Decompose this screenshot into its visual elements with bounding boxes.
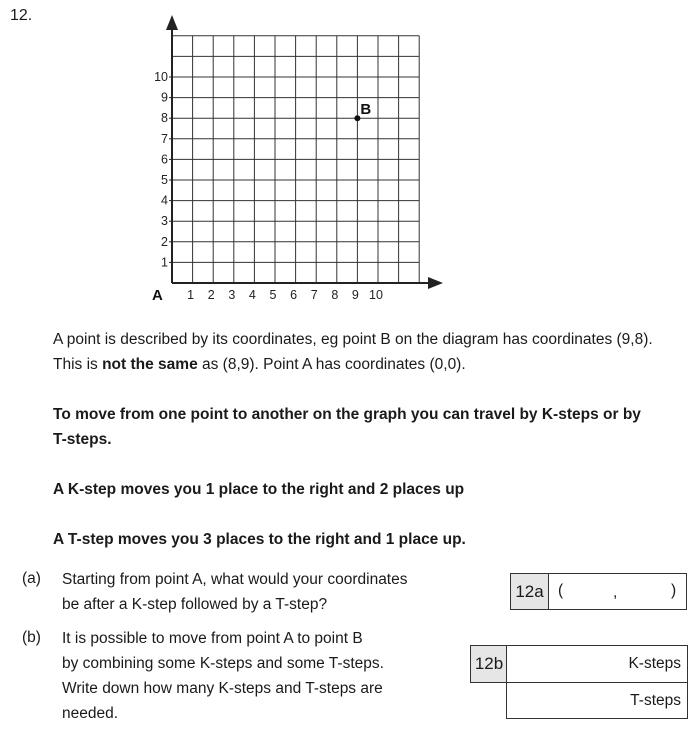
- x-tick-label: 3: [228, 288, 236, 302]
- box-tag-12b: 12b: [470, 645, 507, 683]
- t-steps-label: T-steps: [630, 692, 681, 709]
- y-tick-label: 7: [161, 131, 168, 146]
- part-a-line-1: Starting from point A, what would your coordinates: [62, 571, 408, 588]
- y-tick-label: 2: [161, 234, 168, 249]
- intro-line-2: This is not the same as (8,9). Point A has coordinates (0,0).: [53, 356, 466, 373]
- part-b-line-3: Write down how many K-steps and T-steps are: [62, 680, 383, 697]
- y-tick-label: 4: [161, 193, 168, 208]
- x-tick-label: 2: [207, 288, 215, 302]
- x-tick-label: 1: [187, 288, 195, 302]
- part-b-line-1: It is possible to move from point A to point B: [62, 630, 363, 647]
- x-tick-label: 9: [351, 288, 359, 302]
- x-axis-arrow: [428, 277, 443, 289]
- intro-line-1: A point is described by its coordinates, eg point B on the diagram has coordinates (9,8).: [53, 331, 653, 348]
- move-rule-line-1: To move from one point to another on the graph you can travel by K-steps or by: [53, 406, 641, 423]
- x-tick-label: 6: [290, 288, 298, 302]
- part-b-label: (b): [22, 629, 41, 646]
- k-steps-label: K-steps: [628, 655, 681, 672]
- y-tick-label: 6: [161, 152, 168, 167]
- emphasis-not-the-same: not the same: [102, 356, 198, 373]
- x-tick-label: 8: [331, 288, 339, 302]
- t-step-rule: A T-step moves you 3 places to the right and 1 place up.: [53, 531, 466, 548]
- y-tick-label: 1: [161, 255, 168, 270]
- answer-box-12a[interactable]: [510, 573, 687, 610]
- y-tick-label: 9: [161, 90, 168, 105]
- part-b-line-2: by combining some K-steps and some T-steps.: [62, 655, 384, 672]
- y-tick-label: 8: [161, 111, 168, 126]
- origin-label-a: A: [152, 287, 163, 304]
- open-paren: (: [558, 582, 564, 599]
- grid-lines: [172, 36, 419, 283]
- x-tick-label: 10: [369, 288, 383, 302]
- y-tick-label: 3: [161, 214, 168, 229]
- x-tick-label: 4: [248, 288, 256, 302]
- k-step-rule: A K-step moves you 1 place to the right and 2 places up: [53, 481, 465, 498]
- part-b-line-4: needed.: [62, 705, 119, 722]
- box-tag-12a: 12a: [511, 574, 549, 609]
- part-a-label: (a): [22, 570, 41, 587]
- point-b-label: B: [360, 101, 372, 119]
- y-tick-label: 5: [161, 173, 168, 187]
- x-tick-label: 7: [310, 288, 318, 302]
- close-paren: ): [671, 582, 677, 599]
- t-steps-answer-box[interactable]: [506, 682, 688, 719]
- question-number: 12.: [10, 7, 33, 24]
- move-rule-line-2: T-steps.: [53, 431, 112, 448]
- y-tick-label: 10: [154, 70, 168, 84]
- k-steps-answer-box[interactable]: [506, 645, 688, 683]
- comma: ,: [613, 584, 618, 601]
- y-axis-arrow: [166, 15, 178, 30]
- part-a-line-2: be after a K-step followed by a T-step?: [62, 596, 328, 613]
- coordinate-grid: [0, 0, 696, 310]
- tick-labels: [152, 70, 383, 304]
- x-tick-label: 5: [269, 288, 277, 302]
